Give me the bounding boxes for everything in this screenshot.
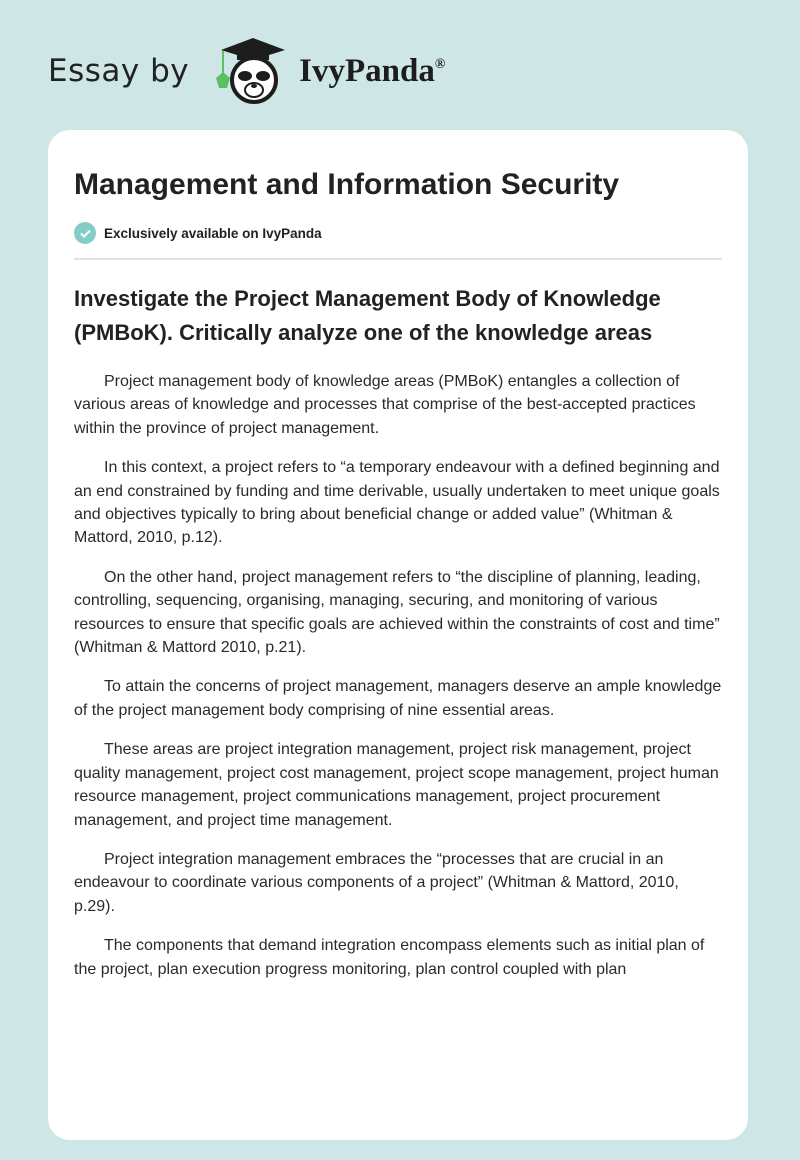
brand-text: IvyPanda	[299, 52, 435, 89]
paragraph: To attain the concerns of project management, managers deserve an ample knowledge of the project management body comprising of nine essential areas.	[74, 678, 722, 719]
ivypanda-logo-icon[interactable]	[211, 36, 295, 106]
paragraph: These areas are project integration management, project risk management, project quality management, project cost management, project scope management, project human resource management, project communications management, project procurement management, and project time management.	[74, 741, 719, 829]
essay-card	[48, 130, 748, 1140]
section-heading: Investigate the Project Management Body of Knowledge (PMBoK). Critically analyze one of the knowledge areas	[74, 286, 661, 345]
paragraph: On the other hand, project management refers to “the discipline of planning, leading, controlling, sequencing, organising, managing, securing, and monitoring of various resources to ensure that specific goals are achieved within the constraints of cost and time” (Whitman & Mattord 2010, p.21).	[74, 568, 720, 657]
check-icon	[74, 222, 96, 244]
exclusive-badge	[74, 222, 722, 244]
paragraph: The components that demand integration encompass elements such as initial plan of the project, plan execution progress monitoring, plan control coupled with plan	[74, 937, 705, 978]
brand-name[interactable]	[299, 53, 445, 90]
paragraph: Project integration management embraces the “processes that are crucial in an endeavour to coordinate various components of a project” (Whitman & Mattord, 2010, p.29).	[74, 850, 679, 915]
paragraph: In this context, a project refers to “a temporary endeavour with a defined beginning and an end constrained by funding and time derivable, usually undertaken to meet unique goals and objectives typically to bring about beneficial change or added value” (Whitman & Mattord, 2010, p.12).	[74, 459, 720, 547]
paragraph: Project management body of knowledge areas (PMBoK) entangles a collection of various areas of knowledge and processes that comprise of the best-accepted practices within the province of project management.	[74, 373, 696, 437]
divider	[74, 258, 722, 260]
registered-mark: ®	[434, 56, 446, 72]
essay-title: Management and Information Security	[74, 168, 620, 201]
essay-by-label: Essay by	[48, 53, 190, 89]
badge-text: Exclusively available on IvyPanda	[104, 225, 322, 241]
site-header	[48, 36, 445, 106]
